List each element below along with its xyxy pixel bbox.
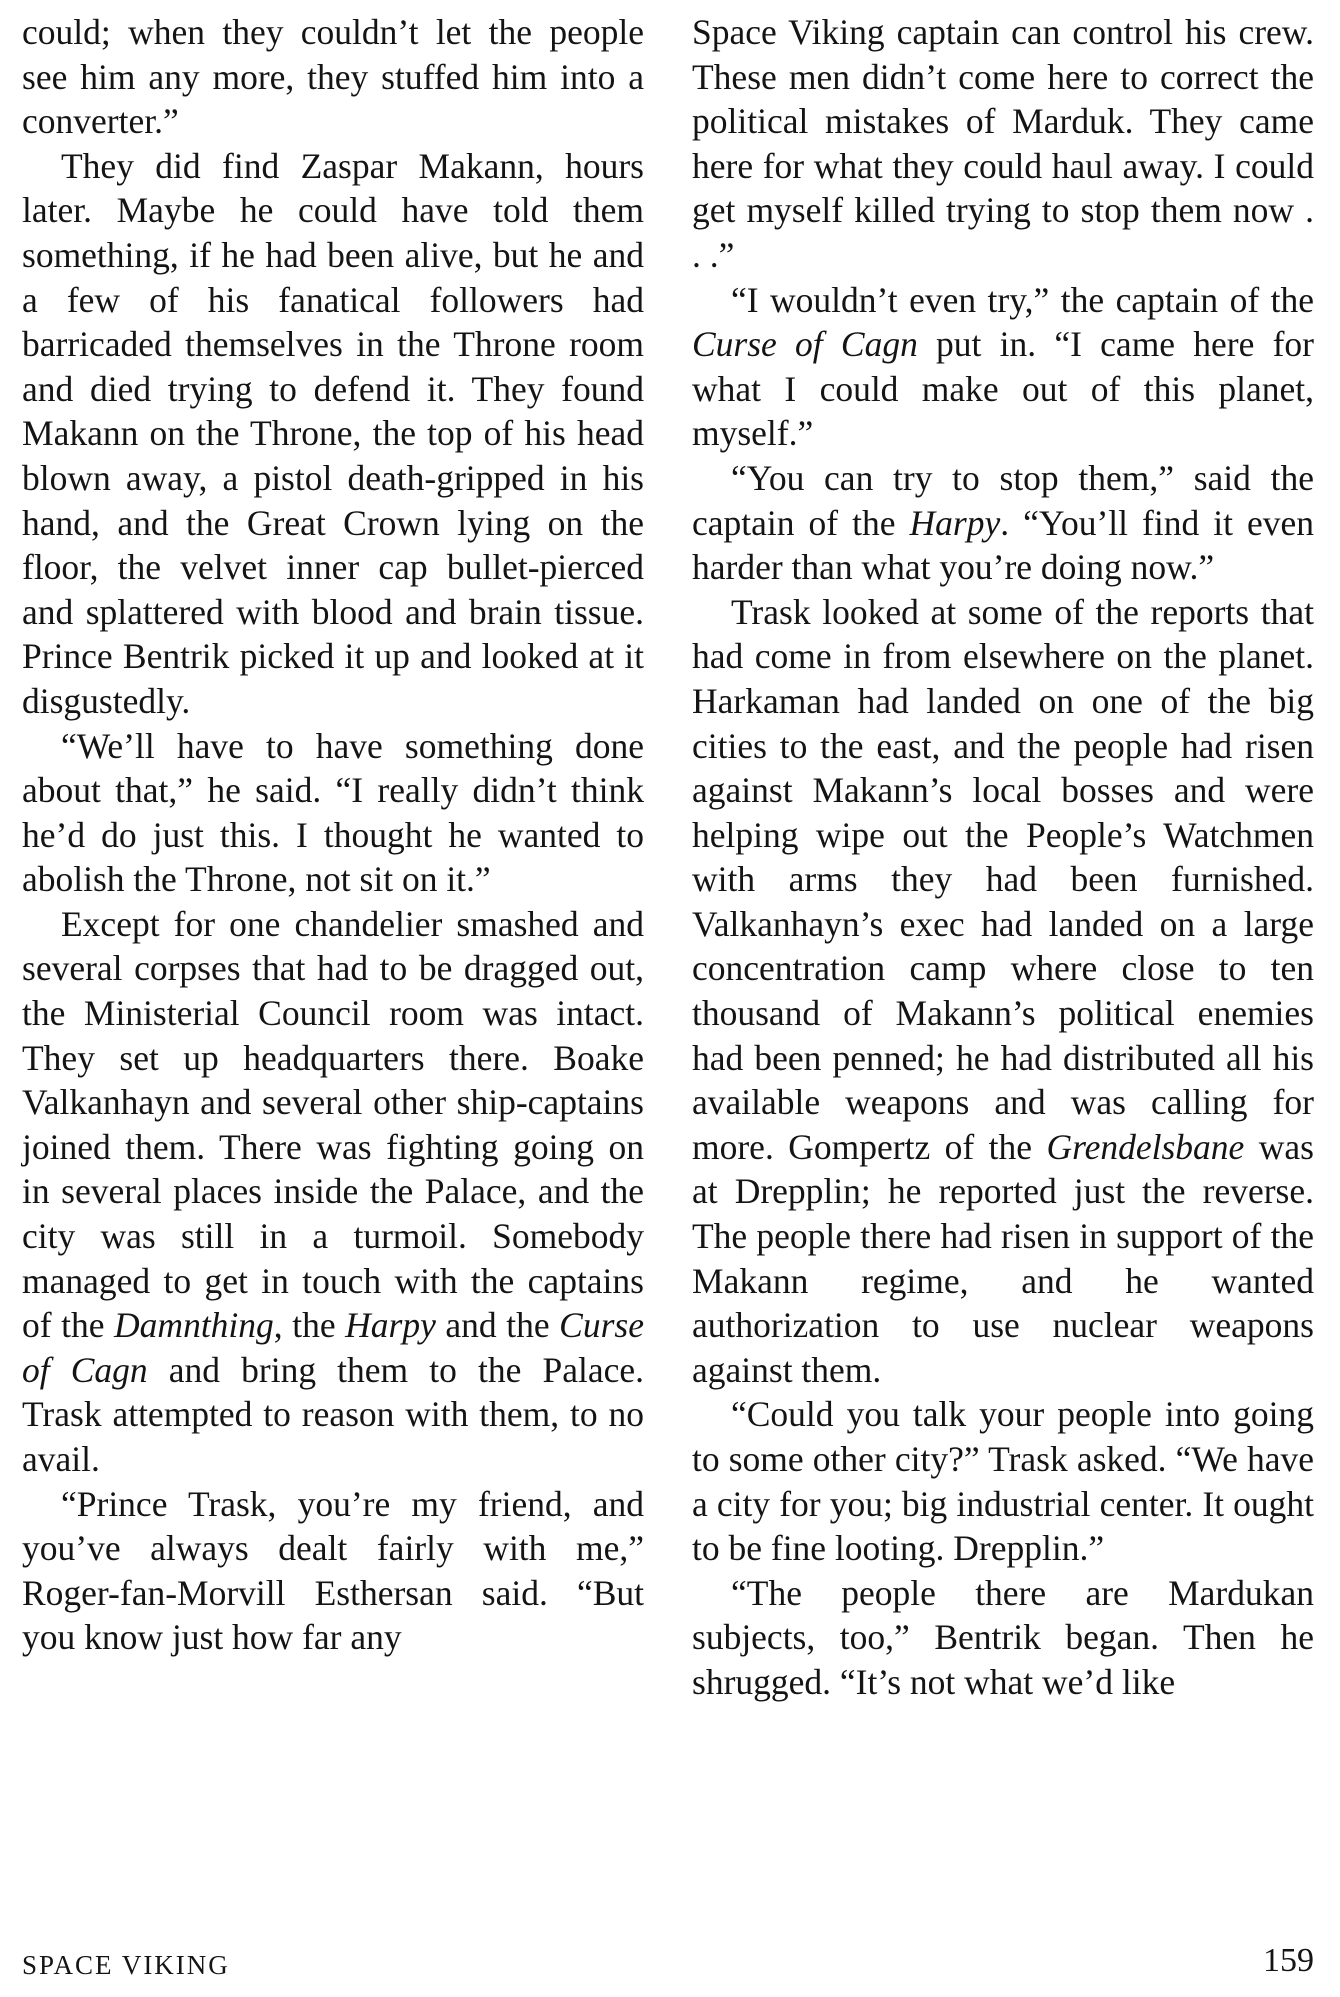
text-run: Trask looked at some of the reports that had come in from elsewhere on the planet. Harkaman had landed on one of the big cities to the east, and the people had risen against Makann’s local bosses and were helping wipe out the People’s Watchmen with arms they had been furnished. Valkanhayn’s exec had landed on a large concentration camp where close to ten thousand of Makann’s political enemies had been penned; he had distributed all his available weapons and was calling for more. Gompertz of the [692, 591, 1314, 1167]
page-number: 159 [1263, 1942, 1314, 1979]
italic-text: Damnthing [114, 1305, 274, 1346]
italic-text: Grendelsbane [1046, 1126, 1245, 1167]
paragraph [22, 144, 644, 724]
italic-text: Harpy [345, 1305, 436, 1346]
paragraph [692, 456, 1314, 590]
paragraph [692, 1392, 1314, 1570]
italic-text: Curse of Cagn [22, 1305, 644, 1390]
text-run: “I wouldn’t even try,” the captain of the [731, 279, 1314, 320]
page-footer [22, 1942, 1314, 1988]
paragraph [692, 590, 1314, 1393]
text-run: Except for one chandelier smashed and several corpses that had to be dragged out, the Ministerial Council room was intact. They set up headquarters there. Boake Valkanhayn and several other ship-captains joined them. There was fighting going on in several places inside the Palace, and the city was still in a turmoil. Somebody managed to get in touch with the captains of the [22, 903, 644, 1346]
italic-text: Harpy [909, 502, 1001, 543]
text-run: “Could you talk your people into going to some other city?” Trask asked. “We have a city for you; big industrial center. It ought to be fine looting. Drepplin.” [692, 1394, 1314, 1569]
text-run: put in. “I came here for what I could make out of this planet, myself.” [692, 324, 1315, 454]
paragraph [692, 10, 1314, 278]
text-run: and bring them to the Palace. Trask attempted to reason with them, to no avail. [22, 1349, 644, 1479]
text-run: was at Drepplin; he reported just the reverse. The people there had risen in support of the Makann regime, and he wanted authorization to use nuclear weapons against them. [692, 1126, 1314, 1390]
text-run: “You can try to stop them,” said the captain of the [692, 457, 1314, 543]
right-column [692, 10, 1314, 1705]
text-run: Space Viking captain can control his crew. These men didn’t come here to correct the political mistakes of Marduk. They came here for what they could haul away. I could get myself killed trying to stop them now . . .” [692, 12, 1314, 275]
text-run: “Prince Trask, you’re my friend, and you’ve always dealt fairly with me,” Roger-fan-Morvill Esthersan said. “But you know just how far any [22, 1483, 644, 1658]
text-run: “The people there are Mardukan subjects, too,” Bentrik began. Then he shrugged. “It’s not what we’d like [692, 1572, 1314, 1702]
text-run: , the [273, 1305, 346, 1346]
left-column [22, 10, 644, 1660]
paragraph [22, 10, 644, 144]
paragraph [22, 724, 644, 902]
paragraph [22, 1482, 644, 1660]
text-run: . “You’ll find it even harder than what you’re doing now.” [692, 502, 1315, 588]
italic-text: Curse of Cagn [692, 324, 918, 365]
text-run: “We’ll have to have something done about that,” he said. “I really didn’t think he’d do just this. I thought he wanted to abolish the Throne, not sit on it.” [22, 725, 644, 900]
running-head: SPACE VIKING [22, 1950, 230, 1980]
text-run: could; when they couldn’t let the people see him any more, they stuffed him into a converter.” [22, 12, 644, 142]
paragraph [692, 1571, 1314, 1705]
text-run: and the [435, 1305, 560, 1346]
paragraph [692, 278, 1314, 456]
text-run: They did find Zaspar Makann, hours later. Maybe he could have told them something, if he had been alive, but he and a few of his fanatical followers had barricaded themselves in the Throne room and died trying to defend it. They found Makann on the Throne, the top of his head blown away, a pistol death-gripped in his hand, and the Great Crown lying on the floor, the velvet inner cap bullet-pierced and splattered with blood and brain tissue. Prince Bentrik picked it up and looked at it disgustedly. [22, 145, 644, 721]
paragraph [22, 902, 644, 1482]
